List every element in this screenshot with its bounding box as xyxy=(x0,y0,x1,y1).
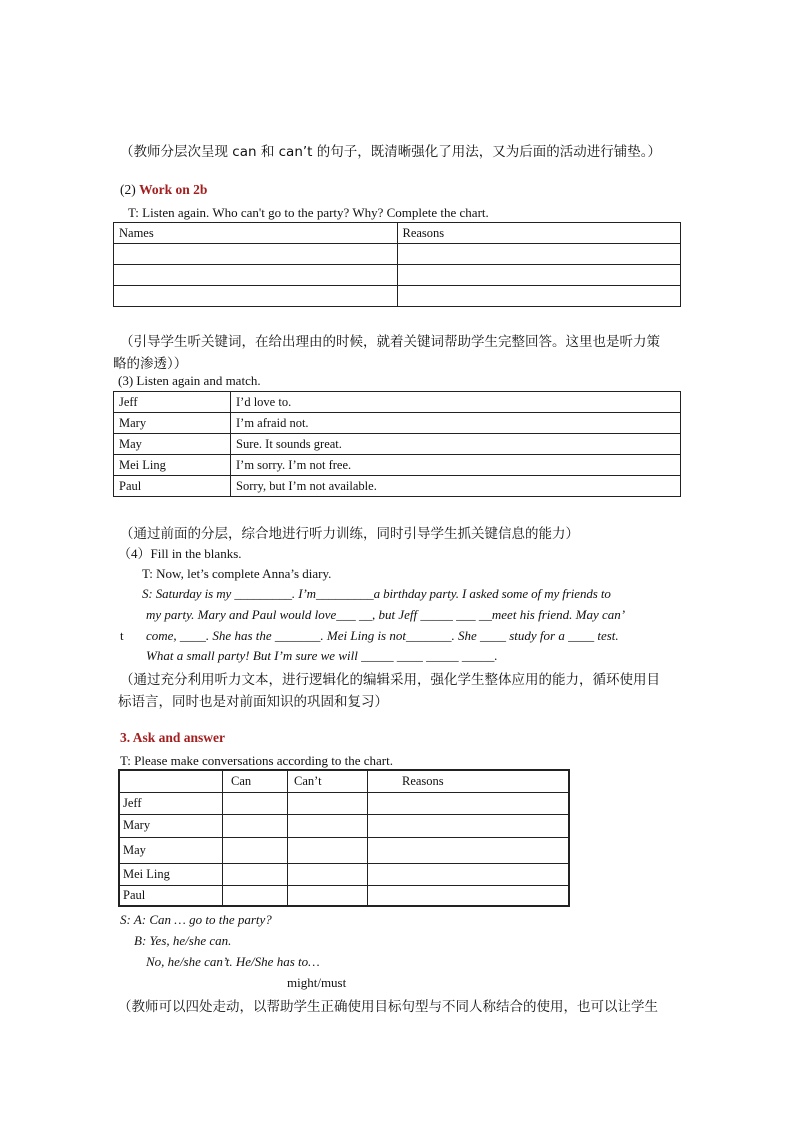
match-response: I’m afraid not. xyxy=(231,413,681,434)
section3-title: 3. Ask and answer xyxy=(120,730,226,745)
step2-instruction: T: Listen again. Who can't go to the party? Why? Complete the chart. xyxy=(128,205,489,220)
row-label: Mary xyxy=(119,814,223,837)
table-cell xyxy=(368,885,570,906)
table-cell xyxy=(368,863,570,885)
table-cell xyxy=(223,837,288,863)
table-cell xyxy=(114,286,398,307)
note-layered-listening: （通过前面的分层，综合地进行听力训练，同时引导学生抓关键信息的能力） xyxy=(120,526,579,542)
table-cell xyxy=(288,814,368,837)
note-layered-can: （教师分层次呈现 can 和 can’t 的句子，既清晰强化了用法，又为后面的活动进行铺垫。） xyxy=(120,144,662,160)
note-logic-line2: 标语言，同时也是对前面知识的巩固和复习） xyxy=(118,694,388,710)
table-cell xyxy=(368,837,570,863)
row-label: May xyxy=(119,837,223,863)
table-cell xyxy=(223,814,288,837)
header-blank xyxy=(119,770,223,792)
note-walk-around: （教师可以四处走动，以帮助学生正确使用目标句型与不同人称结合的使用，也可以让学生 xyxy=(118,999,658,1015)
match-table xyxy=(113,391,681,497)
step4-title: （4）Fill in the blanks. xyxy=(118,546,242,561)
table-cell xyxy=(288,837,368,863)
step2-heading xyxy=(120,182,207,198)
header-reasons: Reasons xyxy=(397,223,681,244)
names-reasons-table xyxy=(113,222,681,307)
match-name: Mary xyxy=(114,413,231,434)
step2-title: Work on 2b xyxy=(139,182,208,197)
table-cell xyxy=(288,885,368,906)
diary-line-4: What a small party! But I’m sure we will _____ ____ _____ _____. xyxy=(146,648,498,663)
row-label: Mei Ling xyxy=(119,863,223,885)
match-name: Paul xyxy=(114,476,231,497)
match-response: Sorry, but I’m not available. xyxy=(231,476,681,497)
can-cant-table xyxy=(118,769,570,907)
match-response: Sure. It sounds great. xyxy=(231,434,681,455)
diary-line-3-prefix: t xyxy=(120,628,124,643)
note-keywords-line1: （引导学生听关键词，在给出理由的时候，就着关键词帮助学生完整回答。这里也是听力策 xyxy=(120,334,660,350)
note-keywords-line2: 略的渗透）） xyxy=(113,356,188,372)
diary-line-3: come, ____. She has the _______. Mei Ling is not_______. She ____ study for a ____ test. xyxy=(146,628,619,643)
table-cell xyxy=(368,792,570,814)
match-name: Jeff xyxy=(114,392,231,413)
table-cell xyxy=(368,814,570,837)
row-label: Jeff xyxy=(119,792,223,814)
table-cell xyxy=(397,286,681,307)
dialog-modal-hint: might/must xyxy=(287,975,347,990)
note-logic-line1: （通过充分利用听力文本，进行逻辑化的编辑采用，强化学生整体应用的能力，循环使用目 xyxy=(120,672,660,688)
match-response: I’d love to. xyxy=(231,392,681,413)
section3-instruction: T: Please make conversations according to the chart. xyxy=(120,753,393,768)
match-name: May xyxy=(114,434,231,455)
step2-number: (2) xyxy=(120,182,140,197)
header-can: Can xyxy=(223,770,288,792)
diary-line-2: my party. Mary and Paul would love___ __, but Jeff _____ ___ __meet his friend. May can’ xyxy=(146,607,626,622)
match-response: I’m sorry. I’m not free. xyxy=(231,455,681,476)
dialog-b-yes: B: Yes, he/she can. xyxy=(134,933,232,948)
header-cant: Can’t xyxy=(288,770,368,792)
table-cell xyxy=(223,863,288,885)
diary-line-1: S: Saturday is my _________. I’m_________a birthday party. I asked some of my friends to xyxy=(142,586,611,601)
table-cell xyxy=(114,244,398,265)
table-cell xyxy=(223,792,288,814)
table-cell xyxy=(223,885,288,906)
dialog-a: S: A: Can … go to the party? xyxy=(120,912,272,927)
row-label: Paul xyxy=(119,885,223,906)
table-cell xyxy=(288,792,368,814)
header-names: Names xyxy=(114,223,398,244)
diary-teacher-line: T: Now, let’s complete Anna’s diary. xyxy=(142,566,332,581)
table-cell xyxy=(288,863,368,885)
step3-title: (3) Listen again and match. xyxy=(118,373,261,388)
match-name: Mei Ling xyxy=(114,455,231,476)
table-cell xyxy=(397,265,681,286)
table-cell xyxy=(114,265,398,286)
table-cell xyxy=(397,244,681,265)
dialog-b-no: No, he/she can’t. He/She has to… xyxy=(146,954,320,969)
header-reasons: Reasons xyxy=(368,770,570,792)
